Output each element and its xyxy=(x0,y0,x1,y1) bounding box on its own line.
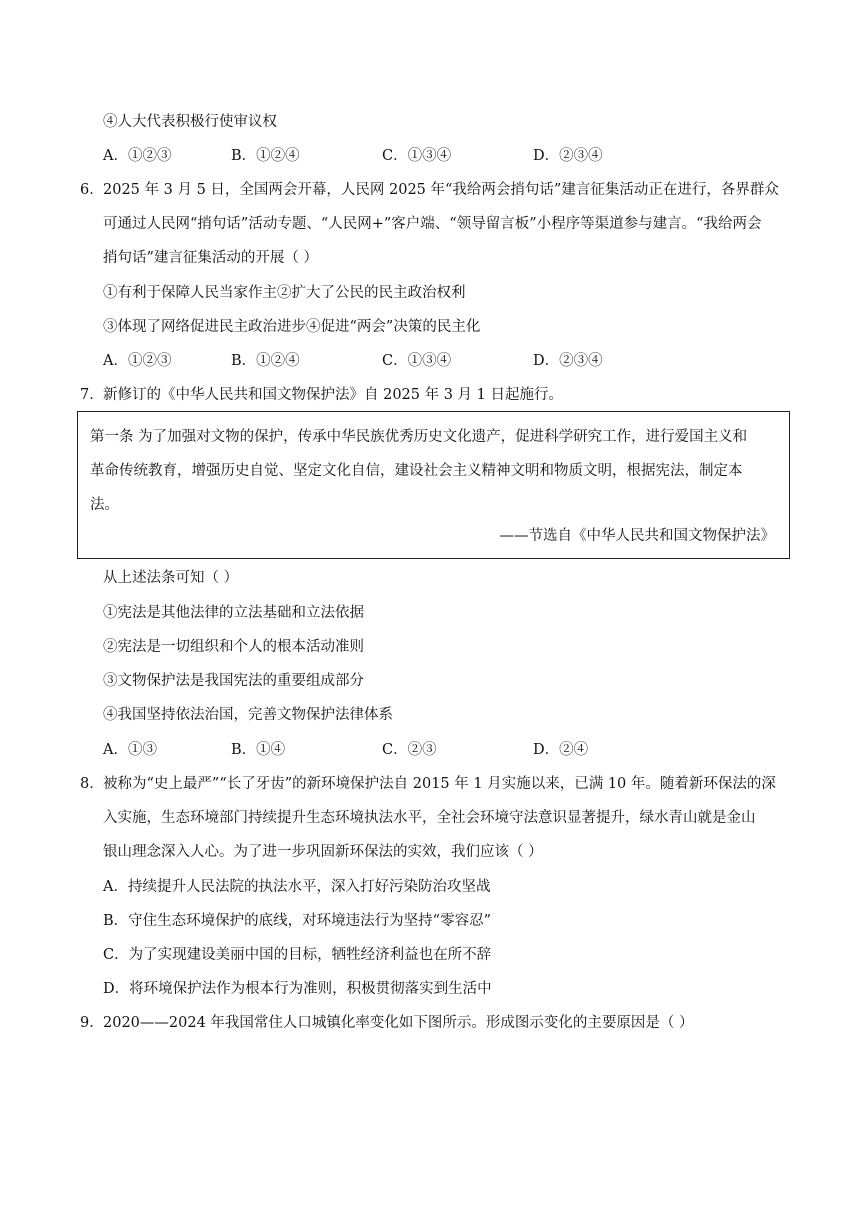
q7-item-1: ①宪法是其他法律的立法基础和立法依据 xyxy=(103,605,364,621)
q7-stem: 新修订的《中华人民共和国文物保护法》自 2025 年 3 月 1 日起施行。 xyxy=(103,387,564,403)
q7-item-3: ③文物保护法是我国宪法的重要组成部分 xyxy=(103,673,364,689)
q5-option-d: D．②③④ xyxy=(533,148,603,164)
q7-option-d: D．②④ xyxy=(533,742,589,758)
q6-item-2: ③体现了网络促进民主政治进步④促进“两会”决策的民主化 xyxy=(103,319,481,335)
q8-stem-line-2: 入实施，生态环境部门持续提升生态环境执法水平，全社会环境守法意识显著提升，绿水青山就是金山 xyxy=(103,810,756,826)
q8-choice-b: B．守住生态环境保护的底线，对环境违法行为坚持“零容忍” xyxy=(103,913,491,929)
q5-item-4: ④人大代表积极行使审议权 xyxy=(103,114,277,130)
q7-option-a: A．①③ xyxy=(103,742,157,758)
q8-choice-a: A．持续提升人民法院的执法水平，深入打好污染防治攻坚战 xyxy=(103,879,491,895)
q6-stem-line-2: 可通过人民网“捎句话”活动专题、“人民网+”客户端、“领导留言板”小程序等渠道参与建言。“我给两会 xyxy=(103,216,762,232)
q5-option-a: A．①②③ xyxy=(103,148,172,164)
q6-option-b: B．①②④ xyxy=(231,353,300,369)
q7-option-b: B．①④ xyxy=(231,742,286,758)
q6-number: 6． xyxy=(80,182,104,198)
q7-item-2: ②宪法是一切组织和个人的根本活动准则 xyxy=(103,639,364,655)
q8-choice-d: D．将环境保护法作为根本行为准则，积极贯彻落实到生活中 xyxy=(103,981,492,997)
q8-number: 8． xyxy=(80,776,104,792)
q7-quote-line-1: 第一条 为了加强对文物的保护，传承中华民族优秀历史文化遗产，促进科学研究工作，进行爱国主义和 xyxy=(90,429,748,445)
q6-option-a: A．①②③ xyxy=(103,353,172,369)
q7-quote-line-2: 革命传统教育，增强历史自觉、坚定文化自信，建设社会主义精神文明和物质文明，根据宪法，制定本 xyxy=(90,463,743,479)
q6-option-d: D．②③④ xyxy=(533,353,603,369)
q6-stem-line-3: 捎句话”建言征集活动的开展（ ） xyxy=(103,250,319,266)
q7-quote-source: ——节选自《中华人民共和国文物保护法》 xyxy=(499,528,775,544)
q5-option-b: B．①②④ xyxy=(231,148,300,164)
q8-choice-c: C．为了实现建设美丽中国的目标，牺牲经济利益也在所不辞 xyxy=(103,947,492,963)
q5-option-c: C．①③④ xyxy=(382,148,452,164)
q5-options xyxy=(103,146,803,166)
q6-stem-line-1: 2025 年 3 月 5 日，全国两会开幕，人民网 2025 年“我给两会捎句话”建言征集活动正在进行，各界群众 xyxy=(103,182,779,198)
q8-stem-line-3: 银山理念深入人心。为了进一步巩固新环保法的实效，我们应该（ ） xyxy=(103,844,543,860)
q7-question: 从上述法条可知（ ） xyxy=(103,570,239,586)
q9-stem: 2020——2024 年我国常住人口城镇化率变化如下图所示。形成图示变化的主要原因是（ ） xyxy=(103,1015,694,1031)
q8-stem-line-1: 被称为“史上最严”“长了牙齿”的新环境保护法自 2015 年 1 月实施以来，已满 10 年。随着新环保法的深 xyxy=(103,776,776,792)
q7-quote-box xyxy=(77,411,790,559)
q7-option-c: C．②③ xyxy=(382,742,437,758)
q7-options xyxy=(103,740,803,760)
q9-number: 9． xyxy=(80,1015,104,1031)
q6-options xyxy=(103,351,803,371)
q6-option-c: C．①③④ xyxy=(382,353,452,369)
q7-item-4: ④我国坚持依法治国，完善文物保护法律体系 xyxy=(103,707,393,723)
q7-number: 7． xyxy=(80,387,104,403)
q7-quote-line-3: 法。 xyxy=(90,497,119,513)
q6-item-1: ①有利于保障人民当家作主②扩大了公民的民主政治权利 xyxy=(103,285,466,301)
